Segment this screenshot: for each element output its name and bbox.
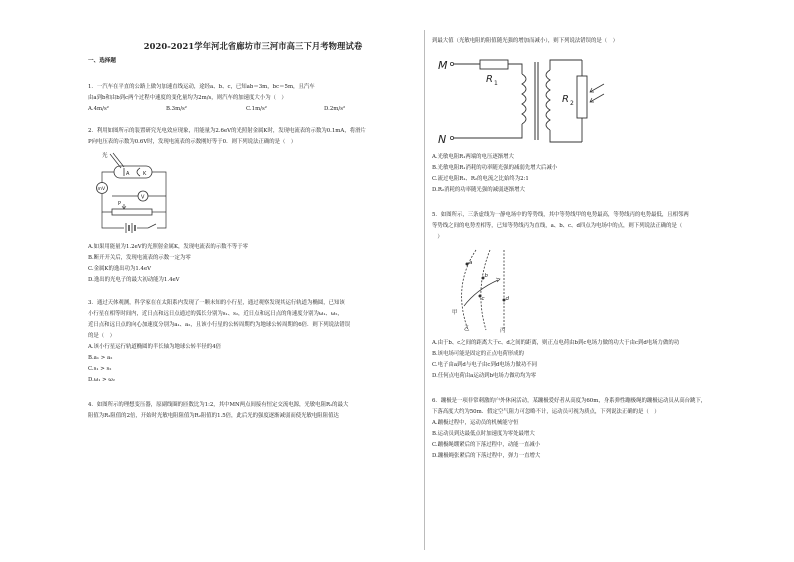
r2-label: R	[562, 94, 569, 105]
q6-option-a: A.蹦极过程中，运动员的机械能守恒	[432, 420, 519, 426]
transformer-circuit-diagram	[432, 52, 612, 150]
r1-subscript: 1	[494, 80, 498, 87]
section-heading: 一、选择题	[88, 58, 116, 64]
photoelectric-circuit-diagram	[88, 150, 183, 240]
q4-option-d: D.R₂消耗的功率随光强的减弱逐渐增大	[432, 187, 525, 193]
q3-option-b: B.a₁ > a₂	[88, 355, 113, 361]
q1-option-c: C.1m/s²	[246, 106, 267, 112]
q4-line-1: 4．如图所示的理想变压器，原副线圈的匝数比为1:2，其中MN两点间接有恒定交流电源，光敏电阻R₁的最大	[88, 402, 349, 408]
point-b-label: b	[484, 273, 488, 279]
q4-option-b: B.光敏电阻R₁消耗的功率随光强的减弱先增大后减小	[432, 165, 558, 171]
anode-label: A	[126, 171, 130, 177]
q3-line-1: 3．通过天体观测，科学家在在太阳系内发现了一颗未知的小行星，通过观察发现其运行轨道为椭圆，已知该	[88, 300, 345, 306]
q5-option-b: B.该电场可能是固定的正点电荷形成的	[432, 351, 524, 357]
cathode-label: K	[143, 171, 147, 177]
q1-line-2: 由a到b和由b到c两个过程中速度的变化量均为2m/s，则汽车的加速度大小为（ ）	[88, 95, 287, 101]
q5-option-c: C.电子由a到d与电子由c到d电场力做功不同	[432, 362, 538, 368]
q2-option-a: A.如果用能量为1.2eV的光照射金属K，发现电流表的示数不等于零	[88, 244, 249, 250]
equipotential-lines-diagram	[446, 250, 526, 334]
terminal-m-label: M	[438, 59, 448, 72]
q6-option-c: C.蹦极绳绷紧后的下落过程中，动能一直减小	[432, 442, 541, 448]
q3-option-a: A.该小行星运行轨道椭圆的半长轴为地球公转半径的4倍	[88, 344, 222, 350]
r2-subscript: 2	[570, 100, 574, 107]
q5-option-a: A.由于b、c之间的距离大于c、d之间的距离，则正点电荷由b到c电场力做的功大于由c到d电场力做的功	[432, 340, 680, 346]
q3-line-2: 小行星在相等时间内，近日点和远日点通过的弧长分别为s₁、s₂，近日点和远日点的角速度分别为ω₁、ω₂，	[88, 311, 343, 317]
q5-line-2: 等势线之间的电势差相等，已知等势线丙为直线，a、b、c、d四点为电场中的点，则下列说法正确的是（	[432, 223, 683, 229]
page-title: 2020-2021学年河北省廊坊市三河市高三下月考物理试卷	[143, 41, 363, 51]
line-jia-label: 甲	[452, 310, 458, 316]
line-bing-label: 丙	[500, 328, 506, 334]
column-divider	[424, 30, 425, 550]
r1-label: R	[486, 74, 493, 85]
q4-option-a: A.光敏电阻R₁两端的电压逐渐增大	[432, 154, 514, 160]
q2-line-1: 2．利用如图所示的装置研究光电效应现象，用能量为2.6eV的光照射金属K时，发现电流表的示数为0.1mA，将滑片	[88, 128, 366, 134]
q1-line-1: 1．一汽车在平直的公路上做匀加速直线运动，途经a、b、c，已知ab＝3m，bc＝5m，且汽车	[88, 84, 315, 90]
q6-line-2: 下落高度大约为50m．假定空气阻力可忽略不计，运动员可视为质点，下列说法正确的是（ ）	[432, 409, 660, 415]
q4-option-c: C.流过电阻R₁、R₂的电流之比始终为2:1	[432, 176, 529, 182]
point-c-label: c	[481, 296, 485, 302]
q6-option-d: D.蹦极绳张紧后的下落过程中，弹力一直增大	[432, 453, 541, 459]
point-a-label: a	[469, 260, 473, 266]
q5-line-1: 5．如图所示，三条虚线为一静电场中的等势线，其中等势线甲的电势最高，等势线丙的电势最低，且相邻两	[432, 212, 689, 218]
q4-continuation: 到最大值（光敏电阻的阻值随光强的增加而减小），则下列说法错误的是（ ）	[432, 38, 618, 44]
slider-label: P	[118, 201, 122, 207]
q5-line-3: ）	[432, 234, 443, 240]
light-label: 光	[102, 153, 108, 159]
voltmeter-label: V	[141, 194, 145, 201]
millivoltmeter-label: mV	[97, 187, 106, 192]
q1-option-b: B.3m/s²	[166, 106, 187, 112]
q1-option-d: D.2m/s²	[324, 106, 346, 112]
terminal-n-label: N	[438, 133, 447, 146]
q2-option-b: B.断开开关后，发现电流表的示数一定为零	[88, 255, 191, 261]
q3-option-d: D.ω₁ > ω₂	[88, 377, 115, 383]
q2-option-d: D.逸出的光电子的最大初动能为1.4eV	[88, 277, 180, 283]
point-d-label: d	[505, 296, 509, 302]
q2-line-2: P向电压表的示数为0.6V时，发现电流表的示数刚好等于0．则下列说法正确的是（ ）	[88, 139, 297, 145]
q6-line-1: 6．蹦极是一项非常刺激的户外休闲活动，某蹦极爱好者从高度为60m，身系弹性蹦极绳的蹦极运动员从高台跳下，	[432, 398, 707, 404]
line-yi-label: 乙	[464, 326, 470, 332]
q1-option-a: A.4m/s²	[88, 106, 109, 112]
q3-line-4: 的是（ ）	[88, 333, 115, 339]
q3-option-c: C.s₁ > s₂	[88, 366, 112, 372]
q5-option-d: D.任何点电荷由a运动到b电场力做功均为零	[432, 373, 537, 379]
q6-option-b: B.运动员到达最低点时加速度为零处最增大	[432, 431, 535, 437]
q4-line-2: 阻值为R₂阻值的2倍，开始时光敏电阻阻值为R₂阻值的1.5倍，此后光的强度逐渐减弱而使光敏电阻阻值达	[88, 413, 339, 419]
q2-option-c: C.金属K的逸出功为1.4eV	[88, 266, 152, 272]
q3-line-3: 近日点和远日点的向心加速度分别为a₁、a₂，且该小行星的公转周期约为地球公转周期的6倍．则下列说法错误	[88, 322, 351, 328]
